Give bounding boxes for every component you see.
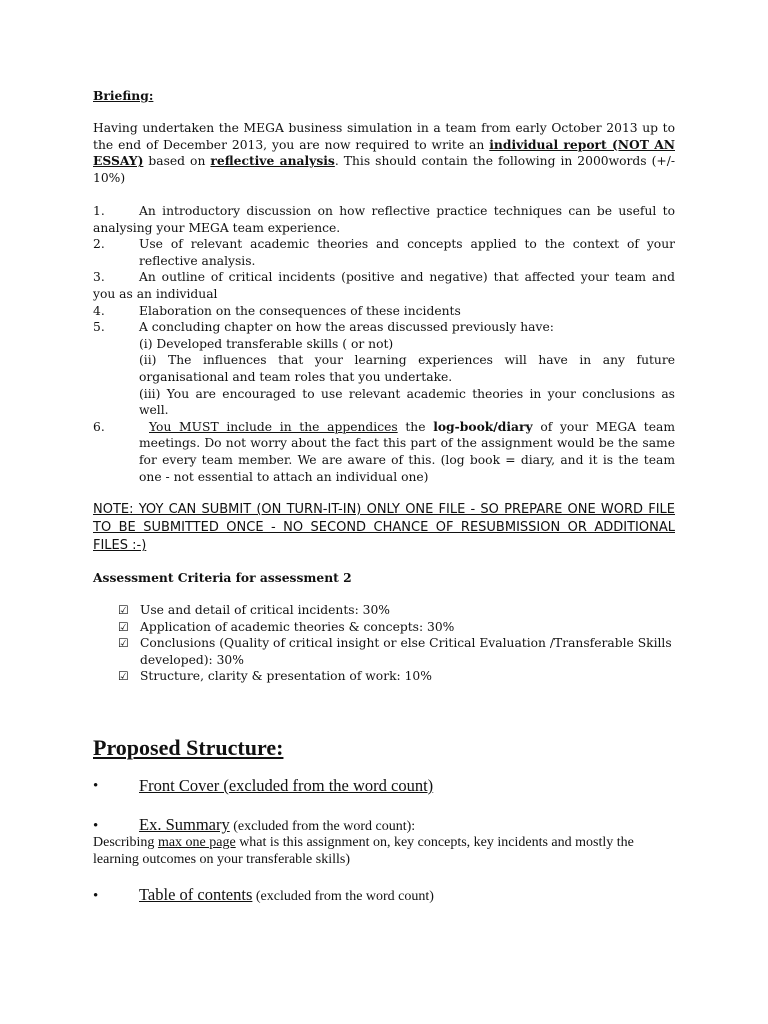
list-item bbox=[93, 203, 675, 236]
list-item-text: A concluding chapter on how the areas discussed previously have: bbox=[139, 320, 554, 335]
toc-note: (excluded from the word count) bbox=[252, 889, 434, 904]
criteria-text: Structure, clarity & presentation of work: 10% bbox=[140, 669, 432, 684]
intro-text: Having undertaken the MEGA business simulation in a team from early October 2013 up to the end of December 2013, you are now required to write an bbox=[93, 121, 675, 152]
criteria-item bbox=[118, 635, 678, 668]
intro-emphasis-reflective: reflective analysis bbox=[210, 153, 335, 169]
sub-item: (iii) You are encouraged to use relevant academic theories in your conclusions as well. bbox=[139, 386, 675, 418]
list-item-text: Elaboration on the consequences of these incidents bbox=[139, 303, 461, 318]
bullet-icon: • bbox=[93, 818, 99, 834]
list-item bbox=[93, 419, 675, 485]
requirements-list bbox=[93, 203, 675, 485]
list-item-number: 3. bbox=[93, 270, 105, 285]
list-item bbox=[93, 303, 675, 320]
bullet-icon: • bbox=[93, 888, 99, 904]
criteria-item bbox=[118, 668, 678, 685]
criteria-item bbox=[118, 602, 678, 619]
logbook-emphasis: log-book/diary bbox=[433, 418, 533, 434]
list-item-number: 2. bbox=[93, 237, 105, 252]
appendices-emphasis: You MUST include in the appendices bbox=[149, 419, 398, 434]
list-item-text: of your MEGA team meetings. Do not worry about the fact this part of the assignment would be the same for every team member. We are aware of this. (log book = diary, and it is the team one - not essential to attach an individual one) bbox=[139, 419, 675, 484]
assessment-criteria-list bbox=[118, 602, 678, 685]
criteria-text: Use and detail of critical incidents: 30% bbox=[140, 603, 390, 617]
criteria-item bbox=[118, 619, 678, 636]
list-item bbox=[93, 236, 675, 269]
list-item-number: 5. bbox=[93, 320, 105, 335]
checkbox-checked-icon: ☑ bbox=[118, 669, 129, 684]
list-item-number: 1. bbox=[93, 204, 105, 218]
structure-item-front-cover bbox=[139, 776, 433, 796]
list-item bbox=[93, 319, 675, 336]
front-cover-label: Front Cover (excluded from the word count) bbox=[139, 776, 434, 795]
submission-note: NOTE: YOY CAN SUBMIT (ON TURN-IT-IN) ONLY ONE FILE - SO PREPARE ONE WORD FILE TO BE SUBMITTED ONCE - NO SECOND CHANCE OF RESUBMISSION OR ADDITIONAL FILES :-) bbox=[93, 502, 675, 553]
structure-item-toc bbox=[139, 885, 434, 905]
toc-label: Table of contents bbox=[139, 885, 253, 904]
briefing-intro bbox=[93, 120, 675, 186]
list-item-text: the bbox=[397, 419, 434, 434]
intro-emphasis-report: individual report (NOT AN ESSAY) bbox=[93, 136, 675, 169]
intro-text: based on bbox=[143, 154, 211, 169]
list-item-text: Use of relevant academic theories and concepts applied to the context of your reflective analysis. bbox=[139, 237, 675, 268]
criteria-text: Conclusions (Quality of critical insight or else Critical Evaluation /Transferable Skills developed): 30% bbox=[140, 636, 672, 667]
briefing-heading: Briefing: bbox=[93, 88, 154, 103]
structure-item-summary bbox=[139, 815, 415, 835]
checkbox-checked-icon: ☑ bbox=[118, 619, 129, 634]
summary-label: Ex. Summary bbox=[139, 815, 230, 834]
summary-note: (excluded from the word count): bbox=[229, 819, 416, 834]
bullet-icon: • bbox=[93, 778, 99, 794]
intro-text: . This should contain the following in 2000words (+/- 10%) bbox=[93, 154, 675, 185]
list-item-text: An outline of critical incidents (positive and negative) that affected your team and you as an individual bbox=[93, 270, 675, 301]
summary-desc-text: what is this assignment on, key concepts, key incidents and mostly the learning outcomes on your transferable skills) bbox=[93, 835, 634, 867]
list-item-number: 6. bbox=[93, 419, 105, 434]
summary-desc-text: Describing bbox=[93, 835, 158, 850]
proposed-structure-title: Proposed Structure: bbox=[93, 735, 284, 760]
list-item-text: An introductory discussion on how reflective practice techniques can be useful to analysing your MEGA team experience. bbox=[93, 204, 675, 235]
summary-desc-emphasis: max one page bbox=[157, 835, 236, 850]
assessment-title: Assessment Criteria for assessment 2 bbox=[93, 570, 352, 585]
list-item bbox=[93, 269, 675, 302]
checkbox-checked-icon: ☑ bbox=[118, 603, 129, 617]
sub-item: (i) Developed transferable skills ( or not) bbox=[139, 336, 394, 351]
criteria-text: Application of academic theories & concepts: 30% bbox=[140, 619, 455, 634]
summary-description bbox=[93, 834, 683, 868]
checkbox-checked-icon: ☑ bbox=[118, 636, 129, 651]
sub-item: (ii) The influences that your learning experiences will have in any future organisational and team roles that you undertake. bbox=[139, 353, 675, 384]
list-item-number: 4. bbox=[93, 303, 105, 318]
